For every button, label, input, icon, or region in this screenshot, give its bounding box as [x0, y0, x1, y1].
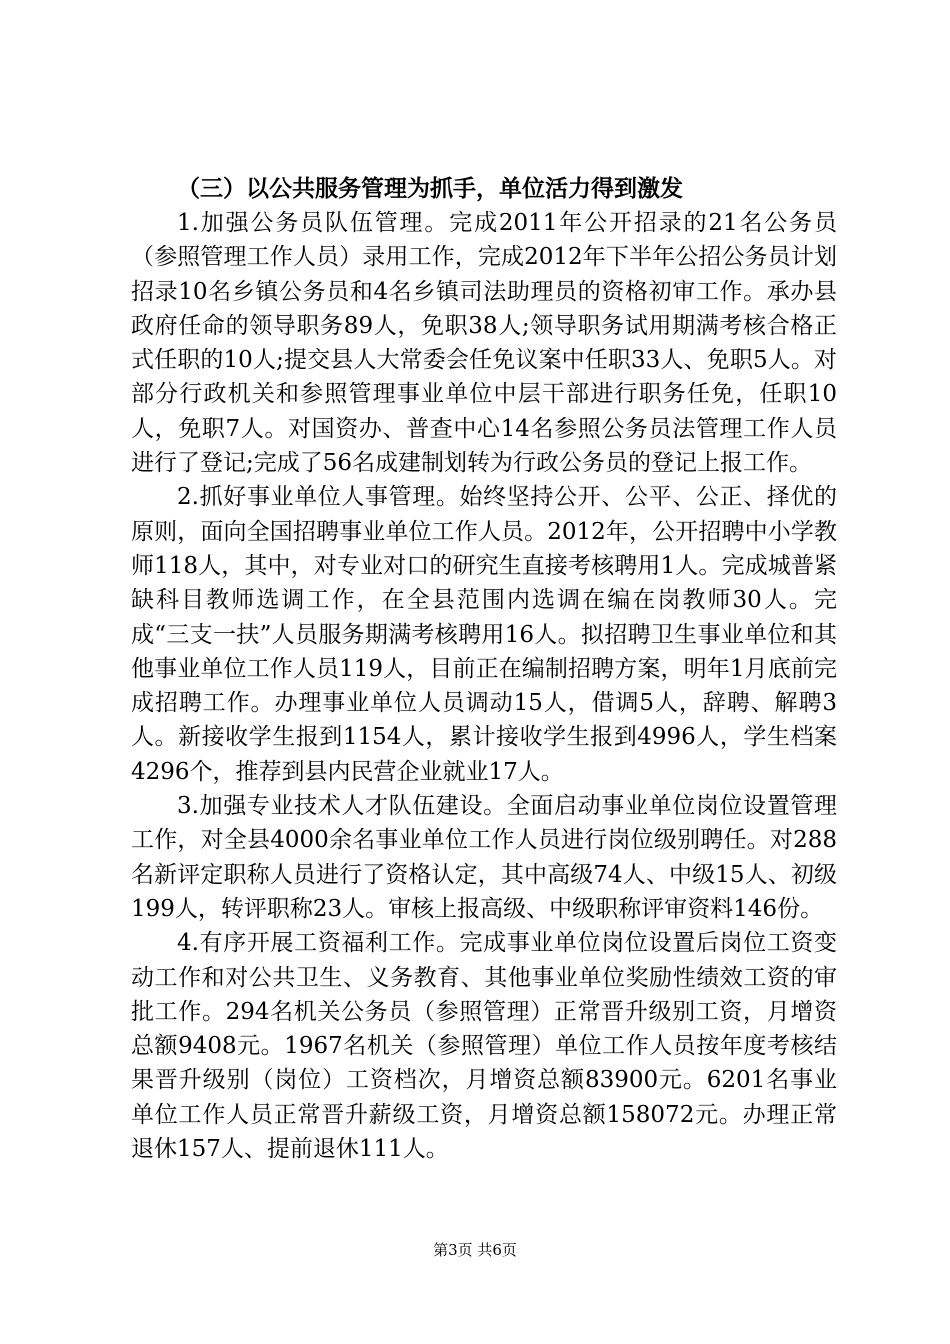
document-body — [131, 172, 837, 1166]
paragraph-institution-personnel: 2.抓好事业单位人事管理。始终坚持公开、公平、公正、择优的原则，面向全国招聘事业单位工作人员。2012年，公开招聘中小学教师118人，其中，对专业对口的研究生直接考核聘用1人。完成城普紧缺科目教师选调工作，在全县范围内选调在编在岗教师30人。完成“三支一扶”人员服务期满考核聘用16人。拟招聘卫生事业单位和其他事业单位工作人员119人，目前正在编制招聘方案，明年1月底前完成招聘工作。办理事业单位人员调动15人，借调5人，辞聘、解聘3人。新接收学生报到1154人，累计接收学生报到4996人，学生档案4296个，推荐到县内民营企业就业17人。 — [131, 484, 837, 785]
page-footer: 第3页 共6页 — [433, 1241, 517, 1259]
paragraph-civil-servants: 1.加强公务员队伍管理。完成2011年公开招录的21名公务员（参照管理工作人员）录用工作，完成2012年下半年公招公务员计划招录10名乡镇公务员和4名乡镇司法助理员的资格初审工作。承办县政府任命的领导职务89人，免职38人;领导职务试用期满考核合格正式任职的10人;提交县人大常委会任免议案中任职33人、免职5人。对部分行政机关和参照管理事业单位中层干部进行职务任免，任职10人，免职7人。对国资办、普查中心14名参照公务员法管理工作人员进行了登记;完成了56名成建制划转为行政公务员的登记上报工作。 — [131, 210, 837, 477]
paragraph-wages-welfare: 4.有序开展工资福利工作。完成事业单位岗位设置后岗位工资变动工作和对公共卫生、义务教育、其他事业单位奖励性绩效工资的审批工作。294名机关公务员（参照管理）正常晋升级别工资，月增资总额9408元。1967名机关（参照管理）单位工作人员按年度考核结果晋升级别（岗位）工资档次，月增资总额83900元。6201名事业单位工作人员正常晋升薪级工资，月增资总额158072元。办理正常退休157人、提前退休111人。 — [131, 930, 837, 1163]
paragraph-professional-talent: 3.加强专业技术人才队伍建设。全面启动事业单位岗位设置管理工作，对全县4000余名事业单位工作人员进行岗位级别聘任。对288名新评定职称人员进行了资格认定，其中高级74人、中级15人、初级199人，转评职称23人。审核上报高级、中级职称评审资料146份。 — [131, 793, 837, 922]
section-heading: （三）以公共服务管理为抓手，单位活力得到激发 — [177, 176, 683, 202]
